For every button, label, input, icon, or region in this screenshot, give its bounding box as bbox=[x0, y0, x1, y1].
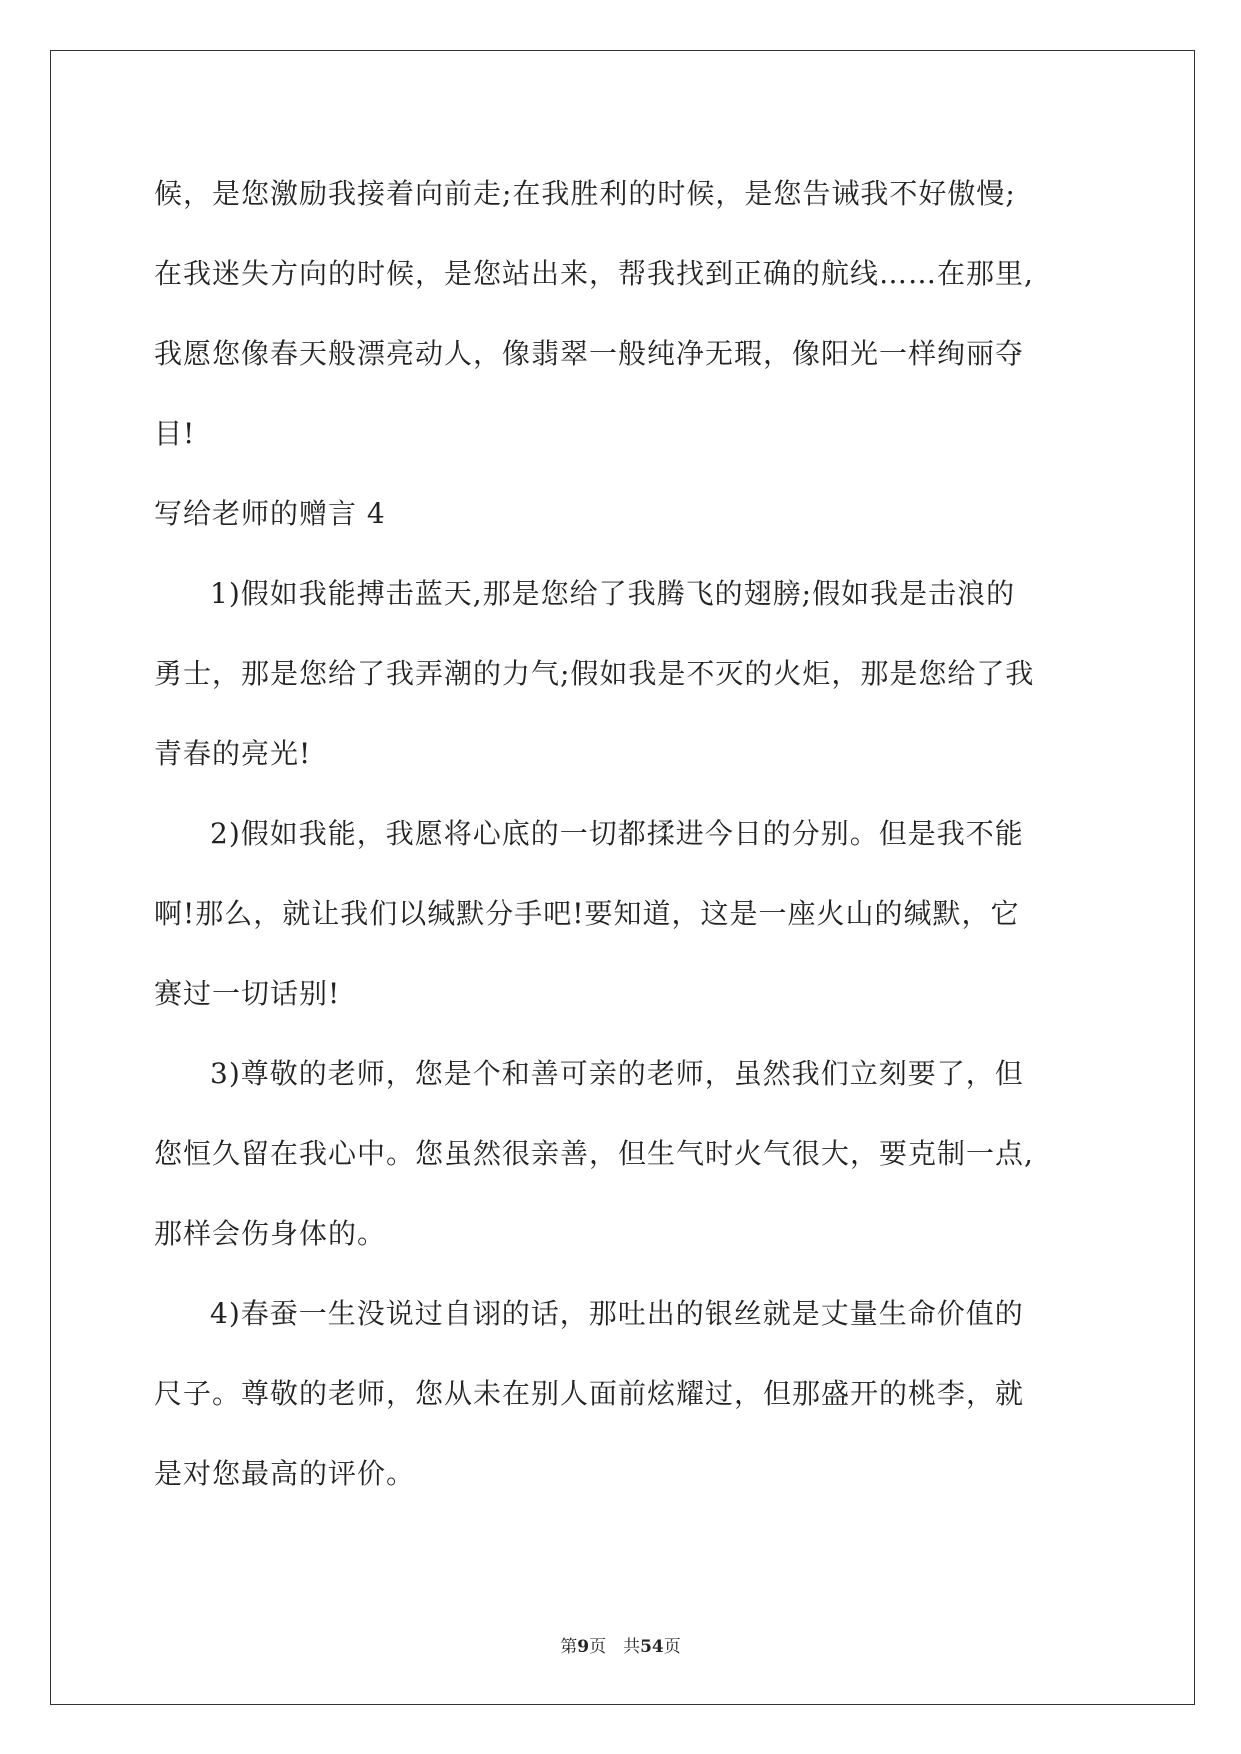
footer-prefix: 第 bbox=[560, 1637, 578, 1657]
total-page-number: 54 bbox=[640, 1637, 664, 1657]
text-line: 啊!那么，就让我们以缄默分手吧!要知道，这是一座火山的缄默，它 bbox=[154, 897, 1020, 930]
text-line: 勇士，那是您给了我弄潮的力气;假如我是不灭的火炬，那是您给了我 bbox=[154, 657, 1035, 690]
footer-mid: 页 共 bbox=[589, 1637, 641, 1657]
paragraph-start-line: 2)假如我能，我愿将心底的一切都揉进今日的分别。但是我不能 bbox=[210, 817, 1024, 850]
text-line: 目! bbox=[154, 417, 196, 450]
text-line: 尺子。尊敬的老师，您从未在别人面前炫耀过，但那盛开的桃李，就 bbox=[154, 1377, 1025, 1410]
footer-suffix: 页 bbox=[663, 1637, 681, 1657]
text-line: 那样会伤身体的。 bbox=[154, 1217, 387, 1250]
text-line: 我愿您像春天般漂亮动人，像翡翠一般纯净无瑕，像阳光一样绚丽夺 bbox=[154, 337, 1025, 370]
paragraph-start-line: 1)假如我能搏击蓝天,那是您给了我腾飞的翅膀;假如我是击浪的 bbox=[210, 577, 1016, 610]
text-line: 候，是您激励我接着向前走;在我胜利的时候，是您告诫我不好傲慢; bbox=[154, 177, 1016, 210]
text-line: 赛过一切话别! bbox=[154, 977, 341, 1010]
page-footer bbox=[0, 1632, 1241, 1657]
section-heading: 写给老师的赠言 4 bbox=[154, 497, 386, 530]
text-line: 您恒久留在我心中。您虽然很亲善，但生气时火气很大，要克制一点, bbox=[154, 1137, 1034, 1170]
document-body bbox=[154, 154, 1094, 1514]
text-line: 是对您最高的评价。 bbox=[154, 1457, 416, 1490]
current-page-number: 9 bbox=[577, 1637, 590, 1657]
paragraph-start-line: 3)尊敬的老师，您是个和善可亲的老师，虽然我们立刻要了，但 bbox=[210, 1057, 1024, 1090]
text-line: 在我迷失方向的时候，是您站出来，帮我找到正确的航线……在那里, bbox=[154, 257, 1034, 290]
text-line: 青春的亮光! bbox=[154, 737, 312, 770]
paragraph-start-line: 4)春蚕一生没说过自诩的话，那吐出的银丝就是丈量生命价值的 bbox=[210, 1297, 1024, 1330]
